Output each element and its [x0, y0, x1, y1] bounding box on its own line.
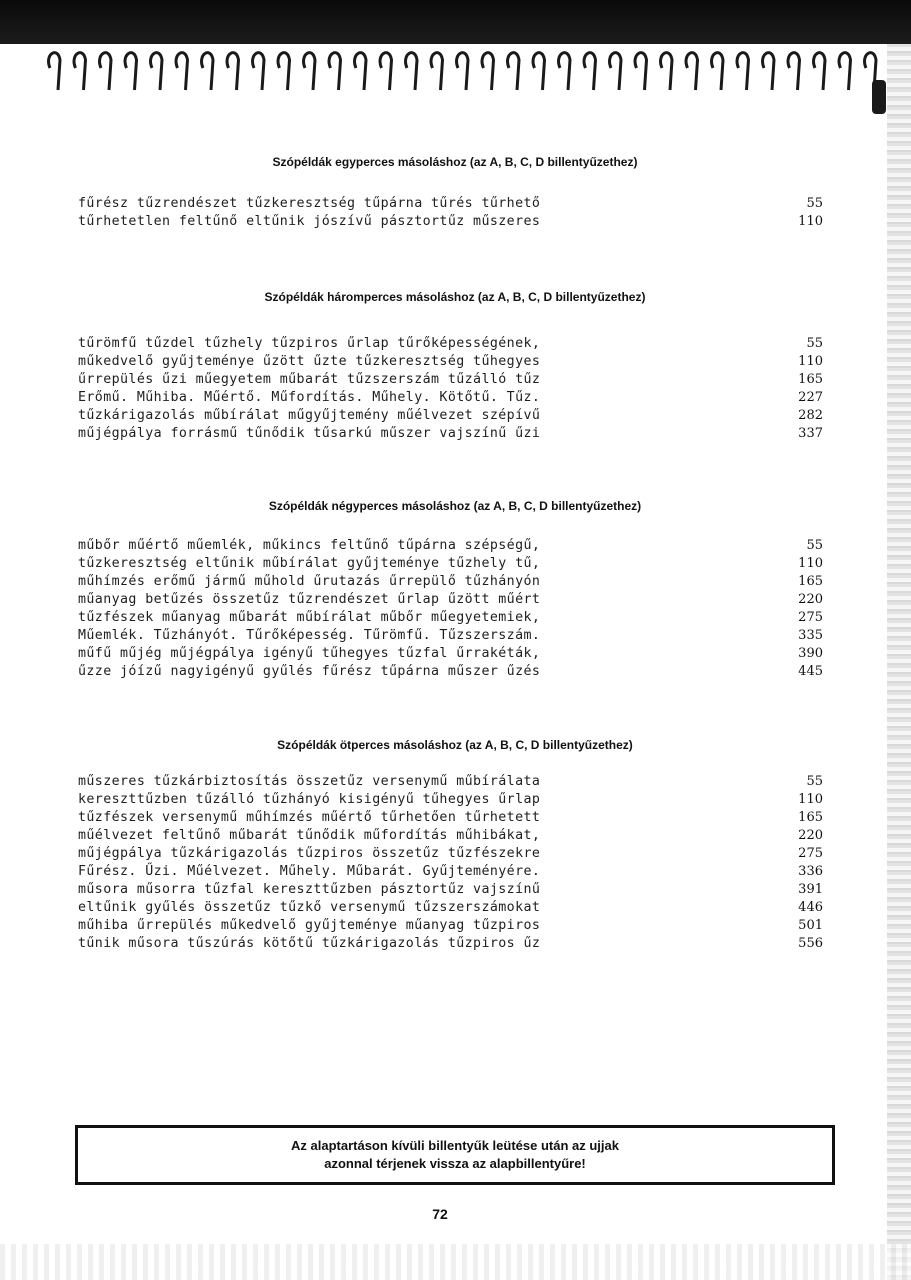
text-row — [78, 864, 823, 882]
section-body-5min — [78, 774, 823, 954]
notice-line-2: azonnal térjenek vissza az alapbillentyűre! — [324, 1156, 586, 1171]
text-row — [78, 900, 823, 918]
spiral-coil — [814, 53, 825, 90]
row-count: 110 — [798, 792, 823, 807]
row-text: műhiba űrrepülés műkedvelő gyűjteménye műanyag tűzpiros — [78, 918, 541, 933]
row-count: 55 — [806, 196, 823, 211]
text-row — [78, 592, 823, 610]
scan-edge-right — [887, 44, 911, 1280]
scan-edge-top — [0, 0, 911, 44]
spiral-coil — [100, 53, 111, 90]
spiral-coil — [508, 53, 519, 90]
row-count: 501 — [798, 918, 823, 933]
section-title-3min: Szópéldák háromperces másoláshoz (az A, B, C, D billentyűzethez) — [264, 290, 646, 304]
row-text: tűzkárigazolás műbírálat műgyűjtemény műélvezet szépívű — [78, 408, 541, 423]
row-text: műjégpálya tűzkárigazolás tűzpiros összetűz tűzfészekre — [78, 846, 541, 861]
spiral-coil — [151, 53, 162, 90]
row-count: 445 — [798, 664, 823, 679]
row-count: 446 — [798, 900, 823, 915]
row-text: tűzfészek műanyag műbarát műbírálat műbőr műegyetemiek, — [78, 610, 541, 625]
row-text: műkedvelő gyűjteménye űzött űzte tűzkeresztség tűhegyes — [78, 354, 541, 369]
row-text: Fűrész. Űzi. Műélvezet. Műhely. Műbarát. Gyűjteményére. — [78, 864, 541, 879]
row-count: 336 — [798, 864, 823, 879]
row-text: fűrész tűzrendészet tűzkeresztség tűpárna tűrés tűrhető — [78, 196, 541, 211]
spiral-coil — [584, 53, 595, 90]
scan-edge-bottom — [0, 1244, 911, 1280]
spiral-coil — [839, 53, 850, 90]
row-text: kereszttűzben tűzálló tűzhányó kisigényű tűhegyes űrlap — [78, 792, 541, 807]
spiral-binding — [40, 40, 890, 100]
text-row — [78, 538, 823, 556]
row-count: 165 — [798, 372, 823, 387]
row-count: 165 — [798, 810, 823, 825]
row-text: tűnik műsora tűszúrás kötőtű tűzkárigazolás tűzpiros űz — [78, 936, 541, 951]
row-text: műszeres tűzkárbiztosítás összetűz versenymű műbírálata — [78, 774, 541, 789]
text-row — [78, 354, 823, 372]
spiral-coil — [49, 53, 60, 90]
row-text: tűzfészek versenymű műhímzés műértő tűrhetően tűrhetett — [78, 810, 541, 825]
row-text: műanyag betűzés összetűz tűzrendészet űrlap űzött műért — [78, 592, 541, 607]
text-row — [78, 792, 823, 810]
section-body-1min — [78, 196, 823, 232]
spiral-coil — [737, 53, 748, 90]
row-count: 282 — [798, 408, 823, 423]
text-row — [78, 882, 823, 900]
row-count: 110 — [798, 556, 823, 571]
row-text: tűzkeresztség eltűnik műbírálat gyűjteménye tűzhely tű, — [78, 556, 541, 571]
row-count: 55 — [806, 774, 823, 789]
spiral-coil — [763, 53, 774, 90]
text-row — [78, 828, 823, 846]
text-row — [78, 936, 823, 954]
row-text: műbőr műértő műemlék, műkincs feltűnő tűpárna szépségű, — [78, 538, 541, 553]
spiral-coil — [380, 53, 391, 90]
row-text: műhímzés erőmű jármű műhold űrutazás űrrepülő tűzhányón — [78, 574, 541, 589]
row-count: 275 — [798, 846, 823, 861]
spiral-coil — [125, 53, 136, 90]
row-count: 335 — [798, 628, 823, 643]
spiral-coil — [788, 53, 799, 90]
text-row — [78, 774, 823, 792]
row-text: műjégpálya forrásmű tűnődik tűsarkú műszer vajszínű űzi — [78, 426, 541, 441]
spiral-coil — [253, 53, 264, 90]
row-count: 220 — [798, 592, 823, 607]
spiral-coil — [355, 53, 366, 90]
row-count: 220 — [798, 828, 823, 843]
row-count: 110 — [798, 214, 823, 229]
text-row — [78, 646, 823, 664]
spiral-coil — [712, 53, 723, 90]
spiral-coil — [406, 53, 417, 90]
row-count: 55 — [806, 538, 823, 553]
text-row — [78, 556, 823, 574]
text-row — [78, 426, 823, 444]
text-row — [78, 214, 823, 232]
row-text: tűrömfű tűzdel tűzhely tűzpiros űrlap tűrőképességének, — [78, 336, 541, 351]
spiral-coil — [865, 53, 876, 90]
spiral-coil — [304, 53, 315, 90]
spiral-coil — [661, 53, 672, 90]
row-count: 110 — [798, 354, 823, 369]
spiral-coil — [329, 53, 340, 90]
spiral-coil — [610, 53, 621, 90]
text-row — [78, 574, 823, 592]
section-title-5min: Szópéldák ötperces másoláshoz (az A, B, C, D billentyűzethez) — [277, 738, 633, 752]
spiral-coil — [431, 53, 442, 90]
spiral-coil — [686, 53, 697, 90]
text-row — [78, 810, 823, 828]
row-count: 390 — [798, 646, 823, 661]
text-row — [78, 390, 823, 408]
row-count: 227 — [798, 390, 823, 405]
row-count: 55 — [806, 336, 823, 351]
text-row — [78, 628, 823, 646]
spiral-coil — [482, 53, 493, 90]
row-count: 275 — [798, 610, 823, 625]
row-text: űrrepülés űzi műegyetem műbarát tűzszerszám tűzálló tűz — [78, 372, 541, 387]
spiral-coil — [533, 53, 544, 90]
row-text: tűrhetetlen feltűnő eltűnik jószívű pásztortűz műszeres — [78, 214, 541, 229]
row-count: 165 — [798, 574, 823, 589]
row-text: műsora műsorra tűzfal kereszttűzben pásztortűz vajszínű — [78, 882, 541, 897]
text-row — [78, 196, 823, 214]
section-body-3min — [78, 336, 823, 444]
spiral-coil — [74, 53, 85, 90]
section-title-4min: Szópéldák négyperces másoláshoz (az A, B, C, D billentyűzethez) — [268, 499, 642, 513]
row-count: 391 — [798, 882, 823, 897]
text-row — [78, 372, 823, 390]
spiral-coil — [278, 53, 289, 90]
notice-box — [75, 1125, 835, 1185]
spiral-coil — [176, 53, 187, 90]
row-text: Műemlék. Tűzhányót. Tűrőképesség. Tűrömfű. Tűzszerszám. — [78, 628, 541, 643]
row-count: 337 — [798, 426, 823, 441]
text-row — [78, 846, 823, 864]
spiral-coil — [559, 53, 570, 90]
spiral-coil — [227, 53, 238, 90]
row-text: műfű műjég műjégpálya igényű tűhegyes tűzfal űrrakéták, — [78, 646, 541, 661]
text-row — [78, 408, 823, 426]
row-text: műélvezet feltűnő műbarát tűnődik műfordítás műhibákat, — [78, 828, 541, 843]
spiral-coil — [457, 53, 468, 90]
spiral-coil — [202, 53, 213, 90]
text-row — [78, 336, 823, 354]
page-number: 72 — [432, 1206, 448, 1222]
row-text: űzze jóízű nagyigényű gyűlés fűrész tűpárna műszer űzés — [78, 664, 541, 679]
row-count: 556 — [798, 936, 823, 951]
notice-line-1: Az alaptartáson kívüli billentyűk leütése után az ujjak — [291, 1138, 619, 1153]
row-text: eltűnik gyűlés összetűz tűzkő versenymű tűzszerszámokat — [78, 900, 541, 915]
spiral-coil — [635, 53, 646, 90]
text-row — [78, 664, 823, 682]
section-title-1min: Szópéldák egyperces másoláshoz (az A, B, C, D billentyűzethez) — [272, 155, 638, 169]
row-text: Erőmű. Műhiba. Műértő. Műfordítás. Műhely. Kötőtű. Tűz. — [78, 390, 541, 405]
text-row — [78, 918, 823, 936]
text-row — [78, 610, 823, 628]
section-body-4min — [78, 538, 823, 682]
